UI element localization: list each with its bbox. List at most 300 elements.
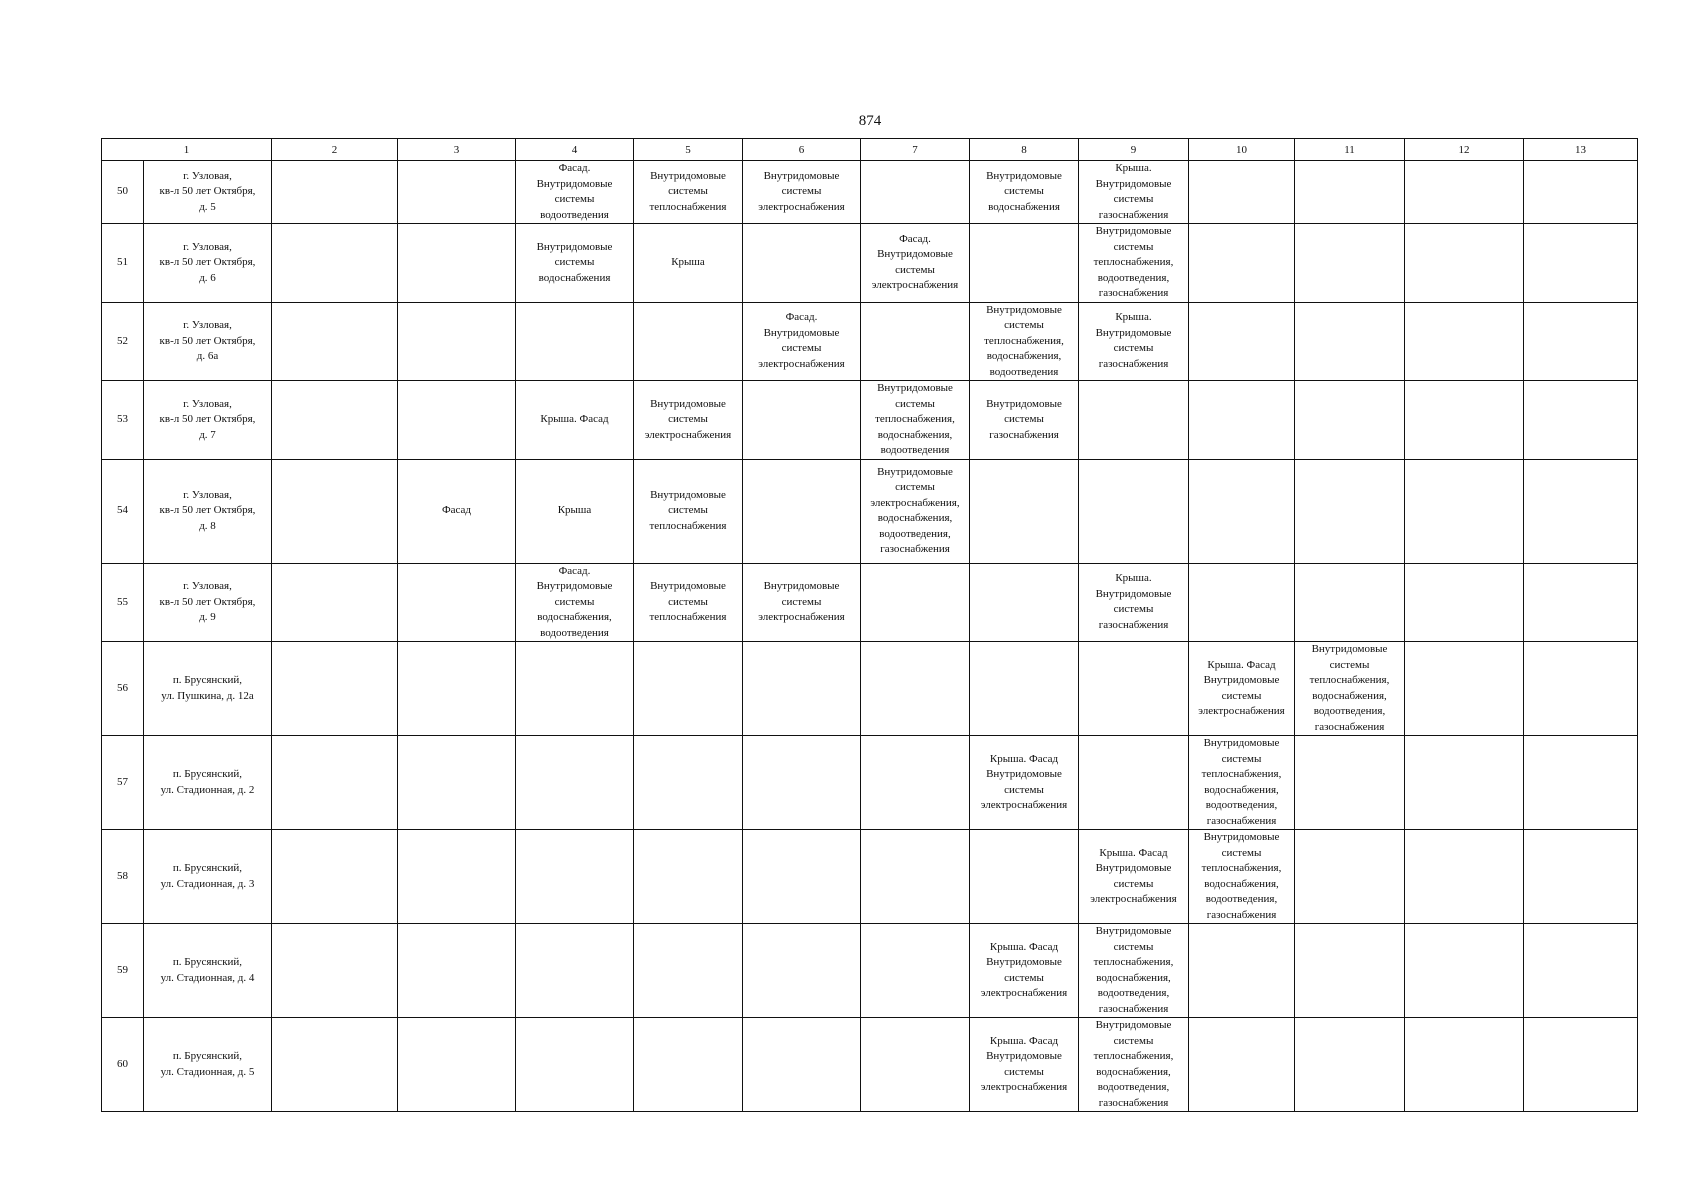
work-cell-line: системы — [1221, 689, 1262, 702]
work-cell-col-11 — [1295, 1018, 1405, 1112]
row-number: 56 — [102, 642, 144, 736]
work-cell-line: электроснабжения — [1090, 893, 1177, 905]
work-cell-col-13 — [1524, 224, 1638, 303]
column-header: 1 — [102, 139, 272, 161]
work-cell-line: системы — [1004, 185, 1044, 198]
work-cell-col-5 — [634, 381, 743, 460]
work-cell-col-13 — [1524, 924, 1638, 1018]
work-cell-line: Крыша. — [1115, 162, 1152, 174]
work-cell-line: системы — [1113, 240, 1154, 253]
work-cell-line: водоснабжения, — [537, 611, 612, 623]
work-cell-col-13 — [1524, 381, 1638, 460]
work-cell-line: Внутридомовые — [986, 397, 1062, 410]
work-cell-line: газоснабжения — [880, 543, 950, 555]
row-number: 54 — [102, 459, 144, 563]
work-cell-line: Внутридомовые — [763, 169, 840, 182]
row-number: 53 — [102, 381, 144, 460]
work-cell-col-9 — [1079, 224, 1189, 303]
work-cell-col-12 — [1405, 830, 1524, 924]
address-line: д. 6а — [196, 350, 219, 362]
work-cell-col-12 — [1405, 1018, 1524, 1112]
work-cell-line: электроснабжения — [980, 799, 1068, 811]
work-cell-col-4 — [516, 736, 634, 830]
work-cell-line: газоснабжения — [1098, 1096, 1169, 1109]
work-cell-col-4 — [516, 161, 634, 224]
column-header: 11 — [1295, 139, 1405, 161]
work-cell-col-13 — [1524, 302, 1638, 381]
work-cell-line: электроснабжения — [871, 279, 959, 292]
work-cell-line: Внутридомовые — [877, 465, 953, 478]
work-cell-col-8 — [970, 830, 1079, 924]
work-cell-col-3 — [398, 381, 516, 460]
work-cell-col-5 — [634, 642, 743, 736]
work-cell-line: Внутридомовые — [986, 956, 1062, 968]
work-cell-line: Крыша — [557, 504, 592, 517]
work-cell-col-12 — [1405, 924, 1524, 1018]
work-cell-col-6 — [743, 642, 861, 736]
work-cell-col-3 — [398, 224, 516, 303]
work-cell-line: Внутридомовые — [1311, 643, 1388, 655]
work-cell-col-12 — [1405, 563, 1524, 642]
row-number: 51 — [102, 224, 144, 303]
work-cell-line: Фасад. — [558, 564, 591, 577]
table-row — [102, 224, 1638, 303]
work-cell-line: Внутридомовые — [650, 488, 726, 501]
work-cell-line: теплоснабжения, — [1093, 956, 1174, 968]
work-cell-col-12 — [1405, 302, 1524, 381]
work-cell-line: системы — [1004, 971, 1044, 984]
repair-schedule-table — [101, 138, 1638, 1112]
work-cell-line: водоснабжения, — [986, 350, 1062, 362]
work-cell-col-9 — [1079, 563, 1189, 642]
work-cell-line: водоснабжения, — [877, 512, 953, 524]
work-cell-line: газоснабжения — [1098, 1002, 1169, 1015]
work-cell-col-10 — [1189, 161, 1295, 224]
work-cell-col-6 — [743, 381, 861, 460]
column-header: 6 — [743, 139, 861, 161]
work-cell-line: системы — [1004, 1065, 1044, 1078]
work-cell-line: системы — [781, 342, 822, 355]
work-cell-col-2 — [272, 1018, 398, 1112]
work-cell-col-12 — [1405, 642, 1524, 736]
work-cell-col-3 — [398, 302, 516, 381]
column-header: 9 — [1079, 139, 1189, 161]
work-cell-line: электроснабжения — [758, 611, 845, 623]
work-cell-col-6 — [743, 830, 861, 924]
work-cell-col-8 — [970, 459, 1079, 563]
work-cell-line: водоотведения, — [1097, 1081, 1170, 1093]
work-cell-line: газоснабжения — [1314, 720, 1385, 733]
address-line: г. Узловая, — [183, 488, 232, 501]
table-row — [102, 924, 1638, 1018]
work-cell-line: электроснабжения — [1198, 705, 1285, 717]
work-cell-line: системы — [895, 481, 935, 493]
work-cell-col-6 — [743, 563, 861, 642]
address-line: д. 5 — [199, 200, 216, 213]
work-cell-col-8 — [970, 563, 1079, 642]
work-cell-col-3 — [398, 736, 516, 830]
table-row — [102, 1018, 1638, 1112]
work-cell-line: газоснабжения — [1098, 618, 1169, 631]
work-cell-line: Крыша. — [1115, 572, 1152, 585]
work-cell-line: Внутридомовые — [877, 382, 953, 394]
work-cell-col-10 — [1189, 224, 1295, 303]
work-cell-col-8 — [970, 1018, 1079, 1112]
work-cell-col-10 — [1189, 736, 1295, 830]
work-cell-col-10 — [1189, 924, 1295, 1018]
work-cell-line: теплоснабжения, — [875, 413, 955, 425]
work-cell-col-9 — [1079, 1018, 1189, 1112]
address-line: д. 6 — [199, 271, 216, 284]
address-line: кв-л 50 лет Октября, — [159, 595, 256, 608]
work-cell-line: Крыша. Фасад — [1099, 846, 1168, 859]
work-cell-line: системы — [1221, 752, 1262, 765]
work-cell-col-7 — [861, 563, 970, 642]
table-row — [102, 736, 1638, 830]
work-cell-col-5 — [634, 736, 743, 830]
work-cell-col-4 — [516, 302, 634, 381]
work-cell-line: газоснабжения — [1206, 908, 1277, 921]
work-cell-line: газоснабжения — [1098, 208, 1169, 221]
work-cell-col-11 — [1295, 161, 1405, 224]
work-cell-line: водоотведения — [989, 365, 1059, 378]
row-number: 59 — [102, 924, 144, 1018]
work-cell-col-9 — [1079, 642, 1189, 736]
work-cell-line: водоотведения, — [1205, 799, 1278, 811]
work-cell-col-13 — [1524, 1018, 1638, 1112]
work-cell-line: Внутридомовые — [1095, 326, 1172, 339]
work-cell-line: Внутридомовые — [1203, 831, 1280, 843]
work-cell-line: системы — [1004, 319, 1044, 331]
work-cell-line: системы — [1113, 603, 1154, 616]
address-line: п. Брусянский, — [172, 956, 243, 968]
address-line: г. Узловая, — [183, 580, 232, 592]
work-cell-col-11 — [1295, 642, 1405, 736]
work-cell-line: Внутридомовые — [536, 240, 613, 253]
work-cell-line: водоотведения — [540, 208, 609, 221]
address-line: ул. Стадионная, д. 3 — [160, 877, 255, 890]
work-cell-col-5 — [634, 302, 743, 381]
work-cell-col-5 — [634, 224, 743, 303]
address-cell — [144, 830, 272, 924]
work-cell-line: системы — [1004, 783, 1044, 796]
table-body — [102, 161, 1638, 1112]
work-cell-line: газоснабжения — [1098, 287, 1169, 299]
work-cell-col-11 — [1295, 224, 1405, 303]
work-cell-col-4 — [516, 224, 634, 303]
work-cell-col-13 — [1524, 459, 1638, 563]
work-cell-line: электроснабжения — [980, 987, 1068, 999]
table-row — [102, 459, 1638, 563]
work-cell-line: теплоснабжения, — [1201, 862, 1282, 874]
column-header: 12 — [1405, 139, 1524, 161]
work-cell-line: системы — [1113, 193, 1154, 205]
work-cell-col-4 — [516, 1018, 634, 1112]
work-cell-col-2 — [272, 642, 398, 736]
work-cell-col-5 — [634, 830, 743, 924]
work-cell-line: Внутридомовые — [877, 248, 953, 261]
work-cell-col-3 — [398, 642, 516, 736]
work-cell-col-11 — [1295, 830, 1405, 924]
work-cell-col-13 — [1524, 830, 1638, 924]
table-row — [102, 302, 1638, 381]
work-cell-line: системы — [668, 595, 708, 608]
work-cell-line: водоснабжения — [538, 271, 611, 284]
work-cell-line: теплоснабжения, — [1201, 768, 1282, 780]
work-cell-col-7 — [861, 161, 970, 224]
work-cell-line: газоснабжения — [989, 428, 1059, 441]
work-cell-line: теплоснабжения, — [984, 334, 1064, 347]
work-cell-line: Фасад — [441, 504, 472, 517]
address-line: г. Узловая, — [183, 169, 232, 182]
address-cell — [144, 381, 272, 460]
address-line: кв-л 50 лет Октября, — [159, 185, 256, 198]
work-cell-line: водоснабжения, — [1096, 971, 1171, 984]
work-cell-line: Крыша. — [1115, 311, 1152, 324]
work-cell-line: системы — [668, 504, 708, 517]
work-cell-col-10 — [1189, 381, 1295, 460]
address-line: г. Узловая, — [183, 319, 232, 331]
work-cell-col-9 — [1079, 161, 1189, 224]
table-row — [102, 642, 1638, 736]
work-cell-line: Внутридомовые — [1203, 674, 1280, 686]
table-row — [102, 381, 1638, 460]
work-cell-line: системы — [1004, 413, 1044, 425]
work-cell-line: Внутридомовые — [763, 580, 840, 592]
work-cell-col-11 — [1295, 459, 1405, 563]
address-cell — [144, 302, 272, 381]
work-cell-col-6 — [743, 224, 861, 303]
work-cell-line: водоснабжения, — [1204, 783, 1279, 796]
work-cell-col-9 — [1079, 830, 1189, 924]
work-cell-line: теплоснабжения, — [1309, 674, 1390, 686]
work-cell-col-4 — [516, 563, 634, 642]
work-cell-col-10 — [1189, 563, 1295, 642]
work-cell-line: водоснабжения, — [877, 428, 953, 441]
work-cell-col-5 — [634, 459, 743, 563]
column-header: 7 — [861, 139, 970, 161]
work-cell-col-6 — [743, 161, 861, 224]
work-cell-col-6 — [743, 736, 861, 830]
work-cell-line: Внутридомовые — [986, 303, 1062, 316]
work-cell-line: водоотведения — [540, 626, 609, 639]
work-cell-col-6 — [743, 302, 861, 381]
work-cell-col-2 — [272, 302, 398, 381]
table-row — [102, 563, 1638, 642]
work-cell-col-5 — [634, 1018, 743, 1112]
address-cell — [144, 459, 272, 563]
work-cell-line: Внутридомовые — [763, 326, 840, 339]
work-cell-col-9 — [1079, 924, 1189, 1018]
work-cell-line: Внутридомовые — [650, 169, 726, 182]
work-cell-col-5 — [634, 563, 743, 642]
work-cell-col-7 — [861, 642, 970, 736]
address-cell — [144, 161, 272, 224]
row-number: 52 — [102, 302, 144, 381]
address-line: ул. Стадионная, д. 5 — [160, 1065, 255, 1078]
work-cell-line: системы — [554, 595, 595, 608]
work-cell-line: водоснабжения, — [1096, 1065, 1171, 1078]
work-cell-col-10 — [1189, 642, 1295, 736]
row-number: 55 — [102, 563, 144, 642]
work-cell-line: Фасад. — [899, 232, 931, 245]
work-cell-line: Крыша. Фасад — [540, 413, 609, 425]
work-cell-col-4 — [516, 381, 634, 460]
work-cell-line: электроснабжения — [980, 1081, 1068, 1093]
work-cell-line: электроснабжения — [758, 357, 845, 370]
work-cell-line: системы — [781, 595, 822, 608]
work-cell-col-12 — [1405, 224, 1524, 303]
work-cell-line: водоснабжения, — [1312, 689, 1387, 702]
work-cell-col-3 — [398, 1018, 516, 1112]
work-cell-line: электроснабжения — [644, 428, 732, 441]
work-cell-col-7 — [861, 459, 970, 563]
work-cell-line: Внутридомовые — [1095, 1019, 1172, 1031]
work-cell-col-4 — [516, 642, 634, 736]
work-cell-col-11 — [1295, 302, 1405, 381]
work-cell-line: Крыша. Фасад — [1207, 658, 1276, 671]
address-line: кв-л 50 лет Октября, — [159, 504, 256, 517]
work-cell-line: водоотведения, — [879, 527, 951, 540]
work-cell-line: Внутридомовые — [536, 580, 613, 592]
work-cell-line: Внутридомовые — [1095, 862, 1172, 874]
table-row — [102, 161, 1638, 224]
work-cell-col-9 — [1079, 381, 1189, 460]
work-cell-col-2 — [272, 736, 398, 830]
work-cell-line: теплоснабжения, — [1093, 256, 1174, 268]
work-cell-col-2 — [272, 924, 398, 1018]
work-cell-line: водоотведения, — [1313, 705, 1386, 717]
work-cell-col-10 — [1189, 459, 1295, 563]
address-cell — [144, 736, 272, 830]
work-cell-line: Внутридомовые — [1203, 737, 1280, 749]
work-cell-line: Крыша. Фасад — [989, 940, 1059, 953]
work-cell-col-2 — [272, 161, 398, 224]
work-cell-line: системы — [1113, 940, 1154, 953]
column-header: 4 — [516, 139, 634, 161]
work-cell-col-8 — [970, 924, 1079, 1018]
work-cell-col-3 — [398, 161, 516, 224]
work-cell-line: системы — [1113, 342, 1154, 355]
work-cell-line: системы — [1113, 1034, 1154, 1047]
work-cell-col-7 — [861, 924, 970, 1018]
work-cell-col-11 — [1295, 563, 1405, 642]
address-cell — [144, 642, 272, 736]
work-cell-line: теплоснабжения — [649, 200, 727, 213]
column-header: 2 — [272, 139, 398, 161]
work-cell-line: газоснабжения — [1206, 814, 1277, 827]
address-line: п. Брусянский, — [172, 674, 243, 686]
work-cell-col-4 — [516, 830, 634, 924]
work-cell-col-12 — [1405, 161, 1524, 224]
column-header: 10 — [1189, 139, 1295, 161]
work-cell-col-7 — [861, 1018, 970, 1112]
work-cell-col-2 — [272, 563, 398, 642]
work-cell-line: системы — [895, 263, 935, 276]
work-cell-line: водоотведения, — [1097, 271, 1170, 284]
work-cell-col-6 — [743, 924, 861, 1018]
work-cell-line: Крыша. Фасад — [989, 1034, 1059, 1047]
table-row — [102, 830, 1638, 924]
column-header: 13 — [1524, 139, 1638, 161]
work-cell-line: системы — [1221, 846, 1262, 859]
work-cell-line: системы — [554, 256, 595, 268]
work-cell-line: Внутридомовые — [1095, 177, 1172, 190]
header-row — [102, 139, 1638, 161]
work-cell-line: системы — [781, 185, 822, 198]
work-cell-col-13 — [1524, 563, 1638, 642]
work-cell-col-4 — [516, 459, 634, 563]
work-cell-col-13 — [1524, 161, 1638, 224]
work-cell-line: Внутридомовые — [1095, 587, 1172, 600]
work-cell-col-3 — [398, 924, 516, 1018]
column-header: 5 — [634, 139, 743, 161]
work-cell-line: Внутридомовые — [986, 1050, 1062, 1062]
work-cell-col-6 — [743, 459, 861, 563]
address-line: ул. Пушкина, д. 12а — [161, 689, 254, 702]
work-cell-col-2 — [272, 830, 398, 924]
work-cell-col-8 — [970, 736, 1079, 830]
address-cell — [144, 563, 272, 642]
work-cell-col-12 — [1405, 736, 1524, 830]
work-cell-col-12 — [1405, 459, 1524, 563]
address-cell — [144, 924, 272, 1018]
work-cell-line: системы — [1329, 658, 1370, 671]
work-cell-line: Крыша — [671, 256, 705, 268]
work-cell-col-11 — [1295, 736, 1405, 830]
work-cell-col-3 — [398, 563, 516, 642]
work-cell-line: водоотведения, — [1205, 893, 1278, 905]
column-header: 3 — [398, 139, 516, 161]
work-cell-col-3 — [398, 830, 516, 924]
work-cell-line: Крыша. Фасад — [989, 752, 1059, 765]
work-cell-line: теплоснабжения, — [1093, 1050, 1174, 1062]
address-line: г. Узловая, — [183, 240, 232, 253]
row-number: 60 — [102, 1018, 144, 1112]
work-cell-col-13 — [1524, 642, 1638, 736]
work-cell-col-8 — [970, 224, 1079, 303]
address-line: п. Брусянский, — [172, 862, 243, 874]
address-cell — [144, 1018, 272, 1112]
address-cell — [144, 224, 272, 303]
work-cell-col-6 — [743, 1018, 861, 1112]
work-cell-col-7 — [861, 736, 970, 830]
row-number: 58 — [102, 830, 144, 924]
work-cell-col-4 — [516, 924, 634, 1018]
work-cell-line: водоотведения — [880, 444, 950, 456]
work-cell-line: системы — [895, 397, 935, 410]
work-cell-line: Внутридомовые — [986, 169, 1062, 182]
address-line: п. Брусянский, — [172, 768, 243, 780]
address-line: п. Брусянский, — [172, 1050, 243, 1062]
work-cell-line: Внутридомовые — [1095, 225, 1172, 237]
work-cell-line: системы — [668, 185, 708, 198]
row-number: 50 — [102, 161, 144, 224]
address-line: ул. Стадионная, д. 4 — [160, 971, 255, 984]
work-cell-col-11 — [1295, 381, 1405, 460]
work-cell-line: водоотведения, — [1097, 987, 1170, 999]
work-cell-line: Фасад. — [558, 162, 591, 174]
work-cell-col-2 — [272, 459, 398, 563]
address-line: д. 9 — [199, 611, 216, 623]
page-number: 874 — [858, 113, 882, 129]
work-cell-col-8 — [970, 642, 1079, 736]
work-cell-line: системы — [554, 193, 595, 205]
work-cell-line: Фасад. — [785, 311, 818, 324]
work-cell-col-10 — [1189, 302, 1295, 381]
work-cell-line: теплоснабжения — [649, 519, 727, 532]
work-cell-col-11 — [1295, 924, 1405, 1018]
